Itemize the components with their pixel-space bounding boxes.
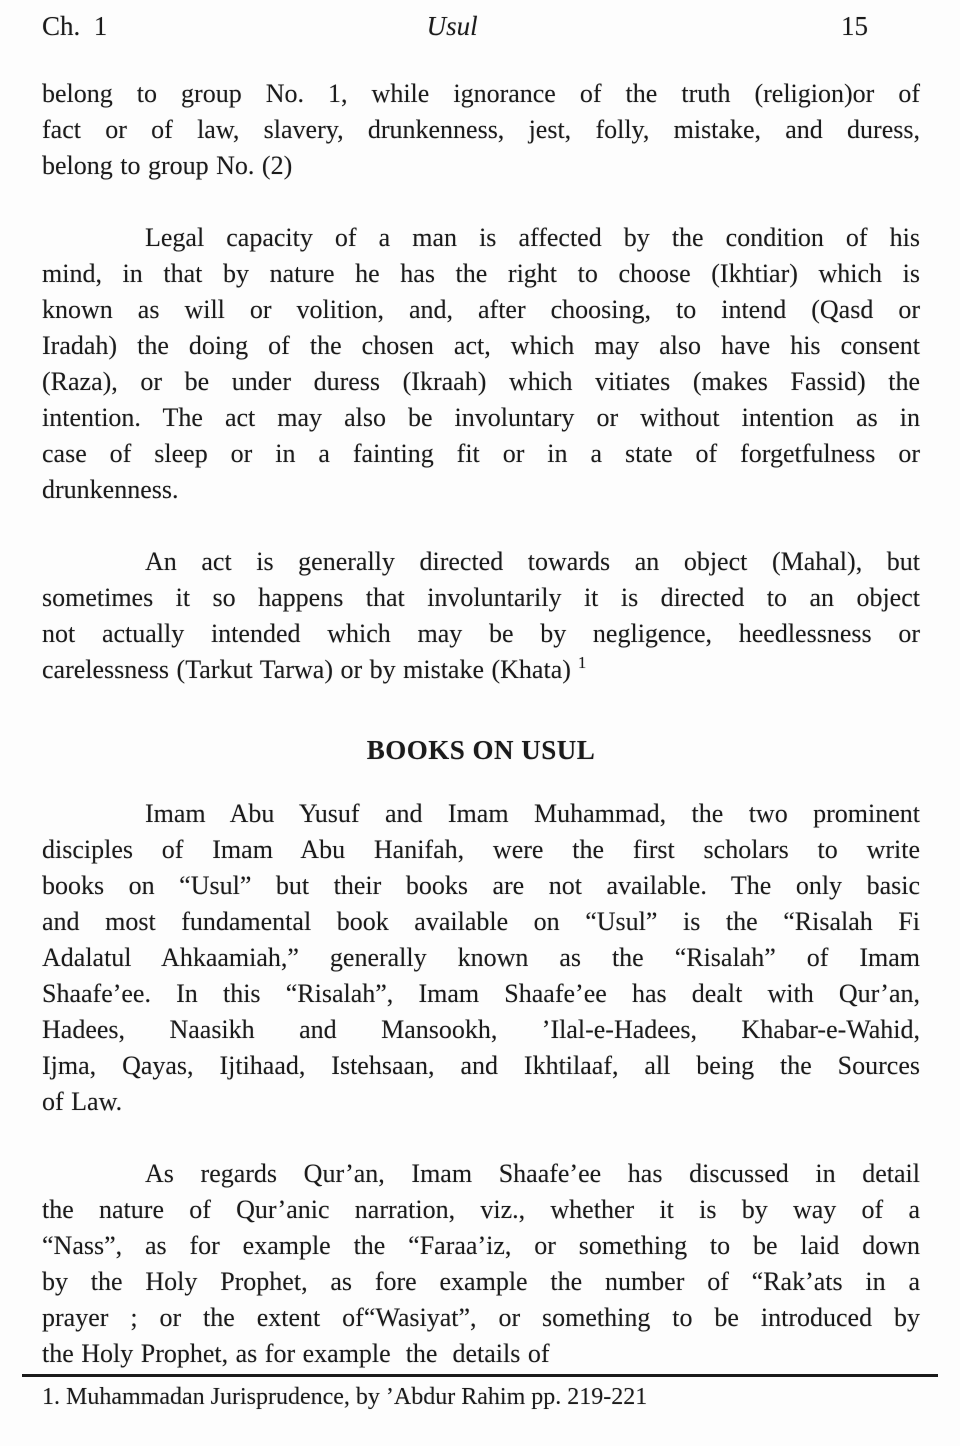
text-line: and most fundamental book available on “Usul” is the “Risalah Fi [42,907,920,936]
chapter-label: Ch. 1 [42,11,108,41]
text-line: prayer ; or the extent of“Wasiyat”, or something to be introduced by [42,1303,920,1332]
footnote-ref: 1 [577,653,587,673]
text-line: by the Holy Prophet, as fore example the number of “Rak’ats in a [42,1267,920,1296]
text-line: Legal capacity of a man is affected by the condition of his [145,223,920,252]
paragraph-quran [42,1156,920,1372]
text-line: (Raza), or be under duress (Ikraah) which vitiates (makes Fassid) the [42,367,920,396]
text-line: belong to group No. (2) [42,151,293,180]
text-line: Iradah) the doing of the chosen act, which may also have his consent [42,331,920,360]
text-line: belong to group No. 1, while ignorance of the truth (religion)or of [42,79,920,108]
footnote-text: 1. Muhammadan Jurisprudence, by ’Abdur Rahim pp. 219-221 [42,1384,648,1410]
text-line: case of sleep or in a fainting fit or in a state of forgetfulness or [42,439,920,468]
page-number: 15 [841,11,868,41]
text-line: Adalatul Ahkaamiah,” generally known as the “Risalah” of Imam [42,943,920,972]
text-line: Ijma, Qayas, Ijtihaad, Istehsaan, and Ikhtilaaf, all being the Sources [42,1051,920,1080]
text-line: sometimes it so happens that involuntarily it is directed to an object [42,583,920,612]
text-line: fact or of law, slavery, drunkenness, jest, folly, mistake, and duress, [42,115,920,144]
paragraph-act-object [42,544,920,688]
text-line: drunkenness. [42,475,179,504]
text-line [42,652,920,688]
text-line: the nature of Qur’anic narration, viz., whether it is by way of a [42,1195,920,1224]
text-line: not actually intended which may be by negligence, heedlessness or [42,619,920,648]
text-line: As regards Qur’an, Imam Shaafe’ee has discussed in detail [145,1159,920,1188]
text-line: intention. The act may also be involuntary or without intention as in [42,403,920,432]
section-heading: BOOKS ON USUL [366,735,596,765]
text-line: the Holy Prophet, as for example the details of [42,1339,550,1368]
text-line: “Nass”, as for example the “Faraa’iz, or something to be laid down [42,1231,920,1260]
text-line: mind, in that by nature he has the right to choose (Ikhtiar) which is [42,259,920,288]
text-line: of Law. [42,1087,123,1116]
text-line: known as will or volition, and, after choosing, to intend (Qasd or [42,295,920,324]
footnote-rule [22,1374,938,1377]
page-header [42,8,920,44]
text-line: disciples of Imam Abu Hanifah, were the first scholars to write [42,835,920,864]
paragraph-books [42,796,920,1120]
running-title: Usul [426,11,478,41]
text-line: Imam Abu Yusuf and Imam Muhammad, the two prominent [145,799,920,828]
text-line: An act is generally directed towards an object (Mahal), but [145,547,920,576]
text-line: books on “Usul” but their books are not available. The only basic [42,871,920,900]
footnote-area [42,1374,920,1414]
paragraph-legal-capacity [42,220,920,508]
text-run: carelessness (Tarkut Tarwa) or by mistake (Khata) [42,655,571,684]
text-line: Hadees, Naasikh and Mansookh, ’Ilal-e-Hadees, Khabar-e-Wahid, [42,1015,920,1044]
paragraph-intro [42,76,920,184]
text-line: Shaafe’ee. In this “Risalah”, Imam Shaafe’ee has dealt with Qur’an, [42,979,920,1008]
